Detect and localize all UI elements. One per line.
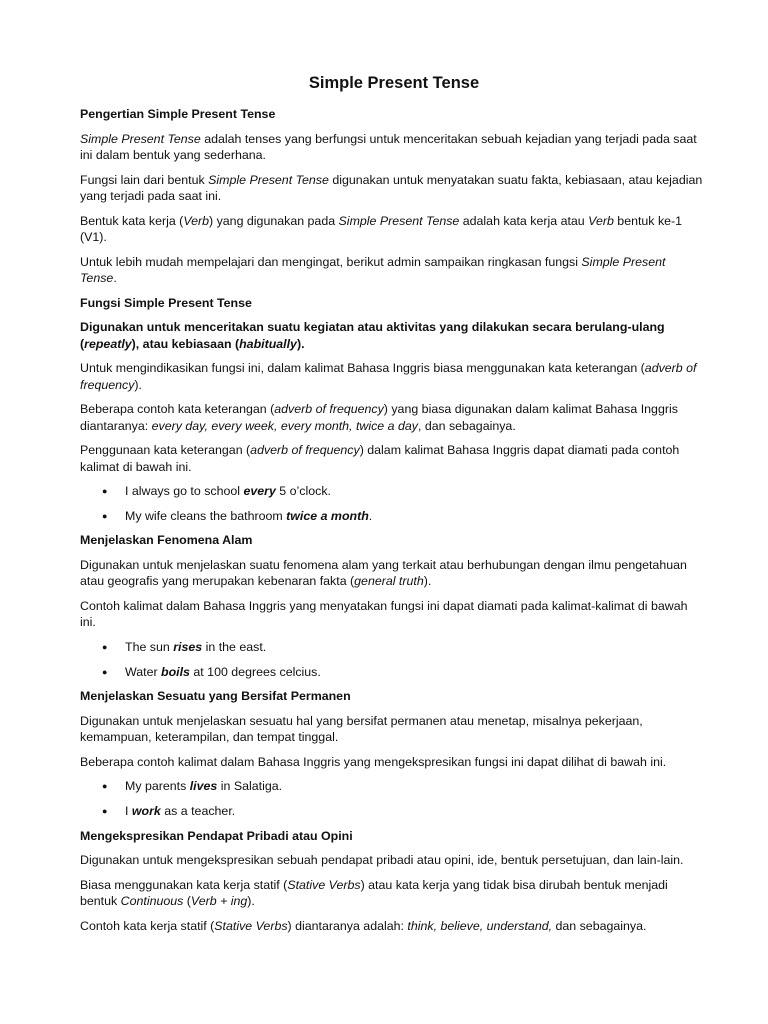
paragraph: Beberapa contoh kalimat dalam Bahasa Inggris yang mengekspresikan fungsi ini dapat dilihat di bawah ini. <box>80 754 667 769</box>
paragraph: Digunakan untuk menjelaskan sesuatu hal yang bersifat permanen atau menetap, misalnya pekerjaan, kemampuan, keterampilan, dan tempat tinggal. <box>80 713 643 745</box>
section-heading-fenomena: Menjelaskan Fenomena Alam <box>80 533 253 548</box>
example-list <box>80 778 704 819</box>
bullet-icon: ● <box>102 781 108 792</box>
section-heading-opini: Mengekspresikan Pendapat Pribadi atau Opini <box>80 828 353 843</box>
paragraph: Untuk lebih mudah mempelajari dan mengingat, berikut admin sampaikan ringkasan fungsi Simple Present Tense. <box>80 254 666 285</box>
paragraph: Untuk mengindikasikan fungsi ini, dalam kalimat Bahasa Inggris biasa menggunakan kata keterangan (adverb of frequency). <box>80 361 697 392</box>
paragraph: Simple Present Tense adalah tenses yang berfungsi untuk menceritakan sebuah kejadian yang terjadi pada saat ini dalam bentuk yang sederhana. <box>80 131 697 162</box>
bullet-icon: ● <box>102 510 108 521</box>
example-list <box>80 639 704 680</box>
section-heading-pengertian: Pengertian Simple Present Tense <box>80 107 276 121</box>
document-title: Simple Present Tense <box>308 74 480 92</box>
list-item: ● The sun rises in the east. <box>102 639 267 654</box>
bullet-icon: ● <box>102 805 108 816</box>
paragraph: Digunakan untuk mengekspresikan sebuah pendapat pribadi atau opini, ide, bentuk persetujuan, dan lain-lain. <box>80 853 684 868</box>
paragraph: Contoh kata kerja statif (Stative Verbs) diantaranya adalah: think, believe, understand, dan sebagainya. <box>80 918 647 933</box>
bullet-icon: ● <box>102 486 108 497</box>
list-item: ● I work as a teacher. <box>102 803 236 818</box>
paragraph: Beberapa contoh kata keterangan (adverb of frequency) yang biasa digunakan dalam kalimat Bahasa Inggris diantaranya: every day, every week, every month, twice a day, dan sebagainya. <box>80 402 678 433</box>
example-list <box>80 483 704 524</box>
paragraph: Bentuk kata kerja (Verb) yang digunakan pada Simple Present Tense adalah kata kerja atau Verb bentuk ke-1 (V1). <box>80 213 683 244</box>
paragraph: Biasa menggunakan kata kerja statif (Stative Verbs) atau kata kerja yang tidak bisa dirubah bentuk menjadi bentuk Continuous (Verb + ing). <box>80 877 668 909</box>
function-lead: Digunakan untuk menceritakan suatu kegiatan atau aktivitas yang dilakukan secara berulang-ulang (repeatly), atau kebiasaan (habitually). <box>80 320 665 351</box>
list-item: ● Water boils at 100 degrees celcius. <box>102 664 321 679</box>
bullet-icon: ● <box>102 666 108 677</box>
paragraph: Contoh kalimat dalam Bahasa Inggris yang menyatakan fungsi ini dapat diamati pada kalimat-kalimat di bawah ini. <box>80 598 688 630</box>
paragraph: Penggunaan kata keterangan (adverb of frequency) dalam kalimat Bahasa Inggris dapat diamati pada contoh kalimat di bawah ini. <box>80 443 680 474</box>
section-heading-fungsi: Fungsi Simple Present Tense <box>80 295 252 310</box>
list-item: ● I always go to school every 5 o’clock. <box>102 484 331 499</box>
list-item: ● My wife cleans the bathroom twice a month. <box>102 508 373 523</box>
section-heading-permanen: Menjelaskan Sesuatu yang Bersifat Permanen <box>80 689 351 704</box>
paragraph: Fungsi lain dari bentuk Simple Present Tense digunakan untuk menyatakan suatu fakta, kebiasaan, atau kejadian yang terjadi pada saat ini. <box>80 172 703 203</box>
bullet-icon: ● <box>102 641 108 652</box>
list-item: ● My parents lives in Salatiga. <box>102 779 283 794</box>
paragraph: Digunakan untuk menjelaskan suatu fenomena alam yang terkait atau berhubungan dengan ilmu pengetahuan atau geografis yang merupakan kebenaran fakta (general truth). <box>80 557 687 589</box>
